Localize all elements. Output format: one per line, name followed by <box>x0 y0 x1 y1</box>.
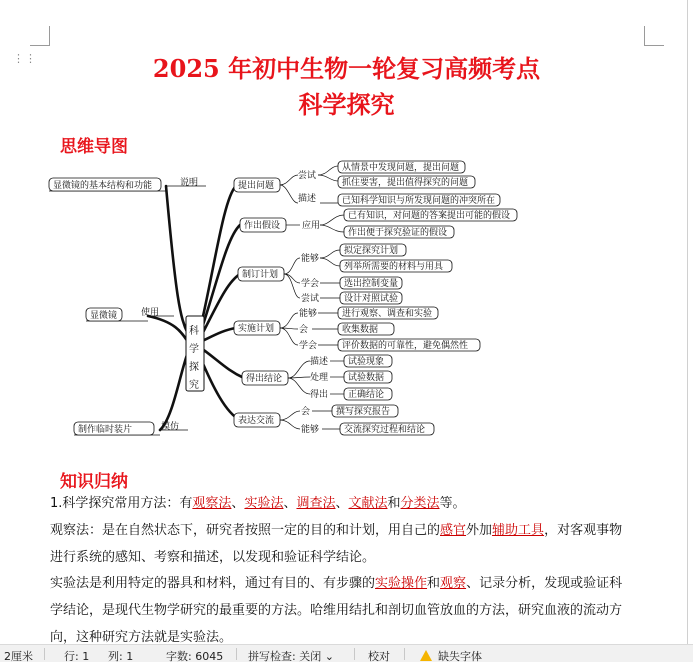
svg-text:已知科学知识与所发现问题的冲突所在: 已知科学知识与所发现问题的冲突所在 <box>342 196 496 206</box>
status-bar <box>0 644 693 662</box>
status-divider <box>44 648 45 660</box>
paragraph-observation-line2: 进行系统的感知、考察和描述，以发现和验证科学结论。 <box>50 550 376 565</box>
edge-imitate: 模仿 <box>161 422 180 432</box>
document-subtitle: 科学探究 <box>298 90 395 119</box>
svg-text:能够: 能够 <box>301 425 320 435</box>
status-divider <box>354 648 355 660</box>
branch-dechu <box>242 355 392 400</box>
paragraph-experiment-line3: 向，这种研究方法就是实验法。 <box>50 630 233 644</box>
drag-handle-icon[interactable]: ⋮⋮ <box>13 52 37 65</box>
column-indicator[interactable]: 列: 1 <box>108 650 134 662</box>
svg-text:实施计划: 实施计划 <box>238 324 275 334</box>
svg-text:会: 会 <box>299 325 309 335</box>
section-heading-knowledge: 知识归纳 <box>60 472 128 492</box>
svg-text:描述: 描述 <box>298 194 317 204</box>
missing-font-button[interactable] <box>420 648 482 662</box>
svg-text:试验现象: 试验现象 <box>348 357 385 367</box>
crop-mark-top-left <box>30 26 50 46</box>
section-heading-mindmap: 思维导图 <box>60 137 128 157</box>
cursor-position[interactable]: 2厘米 <box>4 650 33 662</box>
root-char-2: 学 <box>189 344 199 355</box>
branch-shishi <box>234 307 480 351</box>
svg-text:会: 会 <box>301 407 311 417</box>
root-char-4: 究 <box>189 380 199 391</box>
chevron-down-icon: ⌄ <box>324 650 334 662</box>
paragraph-experiment-line1: 实验法是利用特定的器具和材料，通过有目的、有步骤的实验操作和观察、记录分析，发现或验证科 <box>50 576 623 591</box>
svg-text:进行观察、调查和实验: 进行观察、调查和实验 <box>342 309 433 319</box>
svg-text:制订计划: 制订计划 <box>242 270 279 280</box>
svg-text:提出问题: 提出问题 <box>238 181 275 191</box>
svg-text:作出假设: 作出假设 <box>244 221 281 231</box>
svg-text:收集数据: 收集数据 <box>342 325 379 335</box>
svg-text:处理: 处理 <box>310 373 329 383</box>
svg-text:评价数据的可靠性，避免偶然性: 评价数据的可靠性，避免偶然性 <box>342 341 469 351</box>
spell-check-label: 拼写检查: 关闭 <box>248 650 322 662</box>
svg-text:学会: 学会 <box>299 341 318 351</box>
svg-text:描述: 描述 <box>310 357 329 367</box>
paragraph-experiment-line2: 学结论，是现代生物学研究的最重要的方法。哈维用结扎和剖切血管放血的方法，研究血液的流动方 <box>50 603 623 618</box>
mind-map <box>48 158 528 443</box>
mindmap-left-3 <box>74 420 179 435</box>
svg-text:尝试: 尝试 <box>298 171 317 181</box>
svg-text:得出结论: 得出结论 <box>246 374 283 384</box>
branch-zuochu <box>240 209 517 238</box>
node-slide: 制作临时装片 <box>78 425 133 435</box>
svg-text:学会: 学会 <box>301 279 320 289</box>
svg-text:交流探究过程和结论: 交流探究过程和结论 <box>344 425 426 435</box>
svg-text:抓住要害，提出值得探究的问题: 抓住要害，提出值得探究的问题 <box>342 178 469 188</box>
document-title: 2025 年初中生物一轮复习高频考点 <box>152 54 541 83</box>
svg-text:正确结论: 正确结论 <box>348 390 385 400</box>
svg-text:表达交流: 表达交流 <box>238 416 275 426</box>
mindmap-left-1 <box>49 176 198 191</box>
mindmap-root <box>186 316 204 391</box>
paragraph-methods: 1.科学探究常用方法：有观察法、实验法、调查法、文献法和分类法等。 <box>50 496 466 511</box>
svg-text:应用: 应用 <box>302 221 321 231</box>
edge-use: 使用 <box>141 308 160 318</box>
edge-explain: 说明 <box>180 178 199 188</box>
crop-mark-top-right <box>644 26 664 46</box>
root-char-1: 科 <box>189 326 199 337</box>
proofread-button[interactable]: 校对 <box>368 650 390 662</box>
root-char-3: 探 <box>189 362 199 373</box>
missing-font-label: 缺失字体 <box>438 650 482 662</box>
svg-text:得出: 得出 <box>310 390 329 400</box>
svg-text:试验数据: 试验数据 <box>348 373 385 383</box>
branch-tichu <box>234 161 500 206</box>
svg-text:能够: 能够 <box>299 309 318 319</box>
word-count[interactable]: 字数: 6045 <box>166 650 224 662</box>
svg-text:尝试: 尝试 <box>301 294 320 304</box>
warning-icon <box>420 650 432 661</box>
svg-text:拟定探究计划: 拟定探究计划 <box>344 246 399 256</box>
node-microscope-structure: 显微镜的基本结构和功能 <box>53 181 153 191</box>
svg-text:作出便于探究验证的假设: 作出便于探究验证的假设 <box>348 228 448 238</box>
paragraph-observation-line1: 观察法：是在自然状态下，研究者按照一定的目的和计划，用自己的感官外加辅助工具，对客观事物 <box>50 523 623 538</box>
svg-text:撰写探究报告: 撰写探究报告 <box>336 407 391 417</box>
svg-text:从情景中发现问题，提出问题: 从情景中发现问题，提出问题 <box>342 163 460 173</box>
mindmap-left-2 <box>86 306 159 321</box>
status-divider <box>236 648 237 660</box>
svg-text:能够: 能够 <box>301 254 320 264</box>
svg-text:已有知识，对问题的答案提出可能的假设: 已有知识，对问题的答案提出可能的假设 <box>348 211 511 221</box>
branch-zhiding <box>238 244 452 304</box>
branch-biaoda <box>234 405 434 435</box>
svg-text:设计对照试验: 设计对照试验 <box>344 294 399 304</box>
row-indicator[interactable]: 行: 1 <box>64 650 90 662</box>
node-microscope: 显微镜 <box>90 311 118 321</box>
svg-text:选出控制变量: 选出控制变量 <box>344 279 399 289</box>
spell-check-toggle[interactable] <box>248 648 334 662</box>
status-divider <box>404 648 405 660</box>
svg-text:列举所需要的材料与用具: 列举所需要的材料与用具 <box>344 262 444 272</box>
